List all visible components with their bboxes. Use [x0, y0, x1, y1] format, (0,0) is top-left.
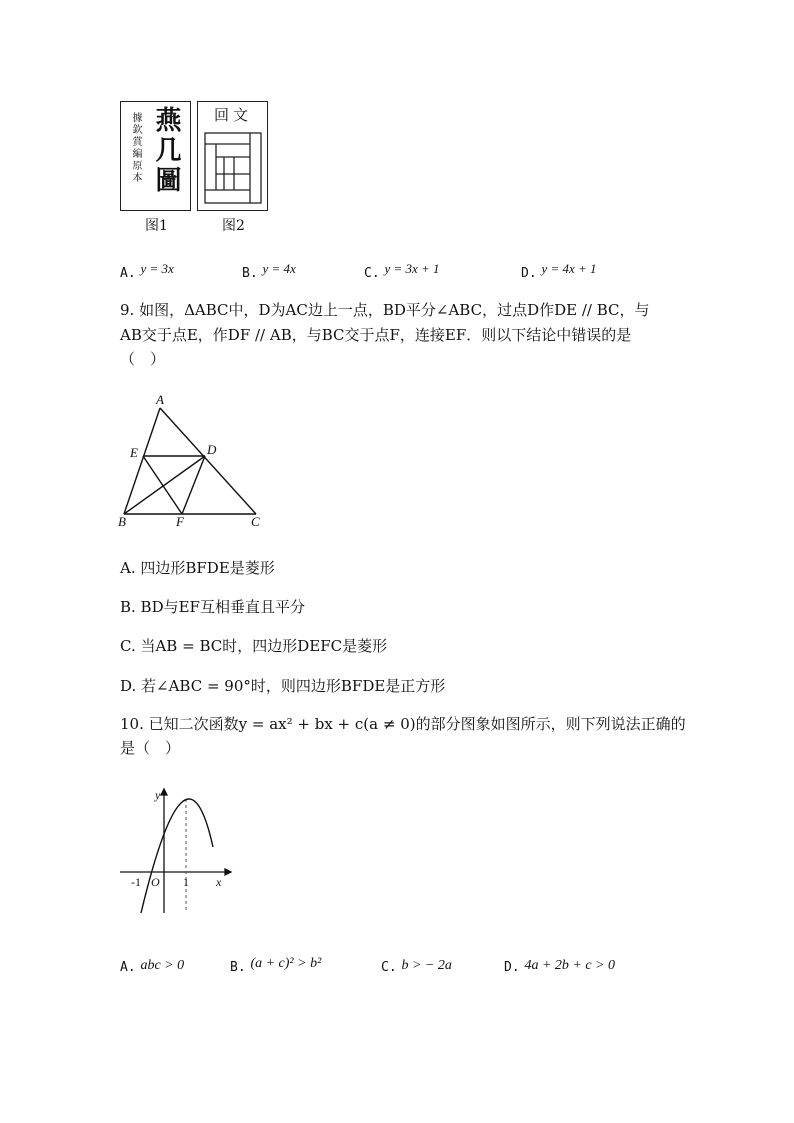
figure-2-title: 回文 [214, 106, 253, 124]
q10-option-b [230, 955, 321, 979]
q9-option-d: D. 若∠ABC = 90°时，则四边形BFDE是正方形 [120, 677, 446, 695]
q10-option-d-expr: 4a + 2b + c > 0 [524, 958, 615, 973]
label-e: E [130, 445, 138, 460]
q10-parabola-graph [115, 785, 235, 920]
q9-line-2: AB交于点E，作DF // AB，与BC交于点F，连接EF．则以下结论中错误的是 [120, 326, 632, 344]
q8-option-c-expr: y = 3x + 1 [384, 261, 440, 276]
q10-option-c [381, 955, 452, 979]
segment-ef [143, 456, 182, 514]
segment-ac [160, 408, 256, 514]
q8-option-d-label: D. [521, 266, 537, 281]
figure-1-box [120, 101, 191, 211]
label-one: 1 [183, 875, 189, 889]
label-origin: O [151, 875, 160, 889]
q9-option-a: A. 四边形BFDE是菱形 [120, 559, 275, 577]
figure-1-big-text: 燕几圖 [151, 106, 181, 196]
q10-line-2: 是（ ） [120, 739, 181, 757]
label-y: y [155, 788, 161, 802]
q8-option-c-label: C. [364, 266, 380, 281]
q10-line-1: 10. 已知二次函数y = ax² + bx + c(a ≠ 0)的部分图象如图所示，则下列说法正确的 [120, 715, 686, 733]
label-a: A [156, 392, 164, 407]
q8-option-d [521, 261, 597, 285]
x-axis-arrow [225, 869, 231, 875]
q10-option-d [504, 955, 615, 979]
q10-option-b-expr: (a + c)² > b² [250, 956, 322, 971]
q10-option-c-label: C. [381, 960, 397, 975]
label-f: F [176, 514, 184, 529]
q8-option-a-label: A. [120, 266, 136, 281]
q8-option-a [120, 261, 174, 285]
figure-2-tangram [204, 132, 262, 204]
q9-triangle-figure [110, 390, 280, 530]
q8-option-d-expr: y = 4x + 1 [541, 261, 597, 276]
q8-option-b-label: B. [242, 266, 258, 281]
q10-option-b-label: B. [230, 960, 246, 975]
q10-option-a-label: A. [120, 960, 136, 975]
q10-option-a [120, 955, 184, 979]
q8-option-b [242, 261, 296, 285]
label-d: D [207, 442, 217, 457]
figure-1-small-text: 據欽賞編原本 [130, 112, 141, 184]
label-neg-one: -1 [131, 875, 141, 889]
q8-option-c [364, 261, 440, 285]
figure-1-caption: 图1 [145, 218, 168, 234]
segment-ab [124, 408, 160, 514]
q10-option-a-expr: abc > 0 [140, 958, 185, 973]
label-c: C [251, 514, 260, 529]
label-b: B [118, 514, 126, 529]
label-x: x [216, 875, 222, 889]
q8-option-a-expr: y = 3x [140, 261, 174, 276]
q10-option-d-label: D. [504, 960, 520, 975]
parabola-curve [141, 799, 213, 913]
figure-2-caption: 图2 [222, 218, 245, 234]
q8-option-b-expr: y = 4x [262, 261, 296, 276]
q9-option-c: C. 当AB = BC时，四边形DEFC是菱形 [120, 637, 388, 655]
q9-line-3: （ ） [120, 350, 166, 368]
q9-line-1: 9. 如图，ΔABC中，D为AC边上一点，BD平分∠ABC，过点D作DE // BC，与 [120, 301, 650, 319]
q10-option-c-expr: b > − 2a [401, 958, 452, 973]
y-axis-arrow [161, 789, 167, 795]
q9-option-b: B. BD与EF互相垂直且平分 [120, 598, 305, 616]
figure-2-box [197, 101, 268, 211]
